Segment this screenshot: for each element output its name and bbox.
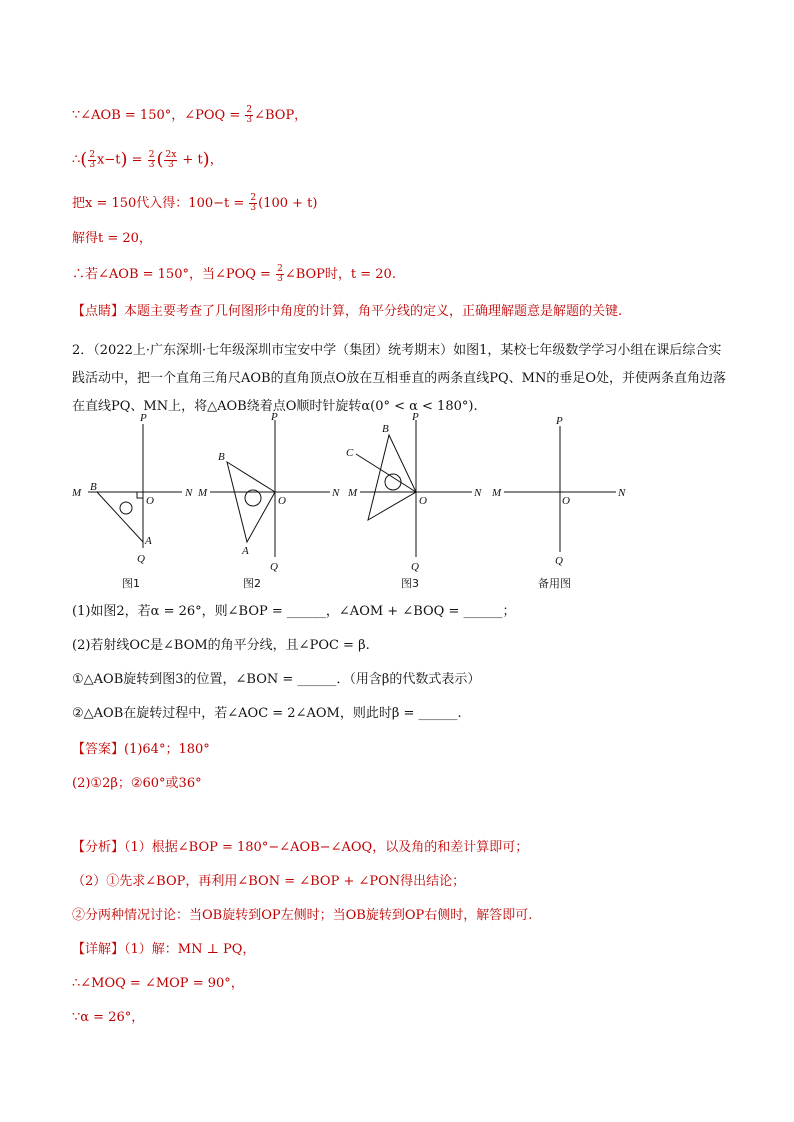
text: x−t bbox=[97, 152, 121, 168]
label-q: Q bbox=[137, 553, 145, 565]
caption-spare: 备用图 bbox=[538, 577, 571, 590]
paren: ) bbox=[202, 149, 210, 170]
detail-line-2: ∴∠MOQ = ∠MOP = 90°， bbox=[72, 976, 244, 991]
triangle-aob bbox=[368, 435, 416, 520]
figure-3 bbox=[356, 420, 472, 557]
label-m: M bbox=[348, 487, 358, 499]
text: ∠BOP， bbox=[254, 108, 308, 123]
label-o: O bbox=[278, 495, 286, 507]
label-q: Q bbox=[270, 561, 278, 573]
text: = bbox=[127, 152, 147, 168]
analysis-line-3: ②分两种情况讨论：当OB旋转到OP左侧时；当OB旋转到OP右侧时，解答即可. bbox=[72, 908, 533, 923]
figure-spare bbox=[504, 426, 616, 552]
label-p: P bbox=[140, 412, 147, 424]
caption-fig3: 图3 bbox=[401, 577, 419, 590]
denominator: 3 bbox=[89, 159, 96, 170]
text: ∠BOP时，t = 20. bbox=[284, 267, 396, 282]
label-a: A bbox=[145, 535, 152, 547]
text: (100 + t) bbox=[258, 196, 318, 211]
triangle-hole bbox=[385, 474, 401, 490]
right-angle-mark bbox=[137, 492, 143, 498]
numerator: 2 bbox=[148, 149, 155, 160]
label-m: M bbox=[72, 487, 82, 499]
denominator: 3 bbox=[168, 159, 174, 170]
label-a: A bbox=[242, 545, 249, 557]
label-q: Q bbox=[555, 555, 563, 567]
fraction bbox=[245, 106, 253, 125]
label-n: N bbox=[618, 487, 626, 499]
label-b: B bbox=[382, 423, 389, 435]
comment-line: 【点睛】本题主要考查了几何图形中角度的计算，角平分线的定义，正确理解题意是解题的关键. bbox=[72, 304, 623, 319]
fraction bbox=[249, 194, 257, 213]
figure-2 bbox=[210, 420, 330, 557]
text: 把x = 150代入得：100−t = bbox=[72, 196, 249, 211]
paren: ) bbox=[120, 149, 128, 170]
text: ， bbox=[209, 152, 223, 168]
answer-line-1: 【答案】(1)64°；180° bbox=[72, 742, 210, 757]
paren: ( bbox=[156, 149, 164, 170]
problem-intro: 2．（2022上·广东深圳·七年级深圳市宝安中学（集团）统考期末）如图1，某校七年级数学学习小组在课后综合实践活动中，把一个直角三角尺AOB的直角顶点O放在互相垂直的两条直线PQ、MN的垂足O处，并使两条直角边落在直线PQ、MN上，将△AOB绕着点O顺时针旋转α(0° < α < 180°). bbox=[72, 343, 727, 414]
solution-line-2 bbox=[72, 150, 734, 171]
numerator: 2 bbox=[89, 149, 96, 160]
figure-1 bbox=[88, 424, 182, 548]
caption-fig2: 图2 bbox=[243, 577, 261, 590]
label-p: P bbox=[271, 412, 278, 423]
denominator: 3 bbox=[246, 115, 253, 125]
label-n: N bbox=[332, 487, 340, 499]
label-b: B bbox=[90, 481, 97, 493]
denominator: 3 bbox=[277, 274, 283, 284]
analysis-line-2: （2）①先求∠BOP，再利用∠BON = ∠BOP + ∠PON得出结论； bbox=[72, 874, 466, 889]
label-m: M bbox=[198, 487, 208, 499]
text: ∵∠AOB = 150°，∠POQ = bbox=[72, 108, 245, 123]
label-p: P bbox=[556, 415, 563, 427]
question-2-1: ①△AOB旋转到图3的位置，∠BON = ______．（用含β的代数式表示） bbox=[72, 672, 481, 687]
figures bbox=[60, 412, 700, 592]
solution-line-5 bbox=[72, 265, 734, 285]
triangle-aob bbox=[227, 462, 275, 542]
numerator: 2 bbox=[277, 264, 283, 274]
analysis-line-1: 【分析】（1）根据∠BOP = 180°−∠AOB−∠AOQ，以及角的和差计算即可； bbox=[72, 840, 529, 855]
numerator: 2 bbox=[250, 193, 257, 203]
label-p: P bbox=[412, 412, 419, 423]
label-o: O bbox=[562, 495, 570, 507]
label-o: O bbox=[419, 495, 427, 507]
text: ∴若∠AOB = 150°，当∠POQ = bbox=[72, 267, 276, 282]
fraction bbox=[276, 265, 284, 284]
detail-line-1: 【详解】（1）解：MN ⊥ PQ， bbox=[72, 942, 256, 957]
caption-fig1: 图1 bbox=[122, 577, 140, 590]
text: ∴ bbox=[72, 152, 81, 168]
label-b: B bbox=[218, 451, 225, 463]
detail-line-3: ∵α = 26°， bbox=[72, 1010, 145, 1025]
label-n: N bbox=[185, 487, 193, 499]
solution-line-3 bbox=[72, 194, 734, 214]
answer-line-2: (2)①2β；②60°或36° bbox=[72, 776, 202, 791]
solution-line-4: 解得t = 20， bbox=[72, 231, 152, 246]
denominator: 3 bbox=[250, 203, 257, 213]
numerator: 2x bbox=[165, 149, 177, 160]
label-c: C bbox=[346, 447, 354, 459]
label-m: M bbox=[492, 487, 502, 499]
paren: ( bbox=[80, 149, 88, 170]
fraction bbox=[88, 151, 96, 170]
question-2: (2)若射线OC是∠BOM的角平分线，且∠POC = β. bbox=[72, 638, 370, 653]
label-n: N bbox=[474, 487, 482, 499]
solution-line-1 bbox=[72, 106, 734, 126]
triangle-aob bbox=[97, 492, 143, 542]
question-1: (1)如图2，若α = 26°，则∠BOP = ______，∠AOM + ∠BOQ = ______； bbox=[72, 604, 516, 619]
fraction bbox=[164, 151, 177, 170]
numerator: 2 bbox=[246, 105, 253, 115]
denominator: 3 bbox=[148, 159, 155, 170]
fraction bbox=[148, 151, 156, 170]
question-2-2: ②△AOB在旋转过程中，若∠AOC = 2∠AOM，则此时β = ______. bbox=[72, 706, 462, 721]
label-o: O bbox=[146, 495, 154, 507]
label-q: Q bbox=[411, 561, 419, 573]
triangle-hole bbox=[120, 502, 132, 514]
text: + t bbox=[178, 152, 203, 168]
